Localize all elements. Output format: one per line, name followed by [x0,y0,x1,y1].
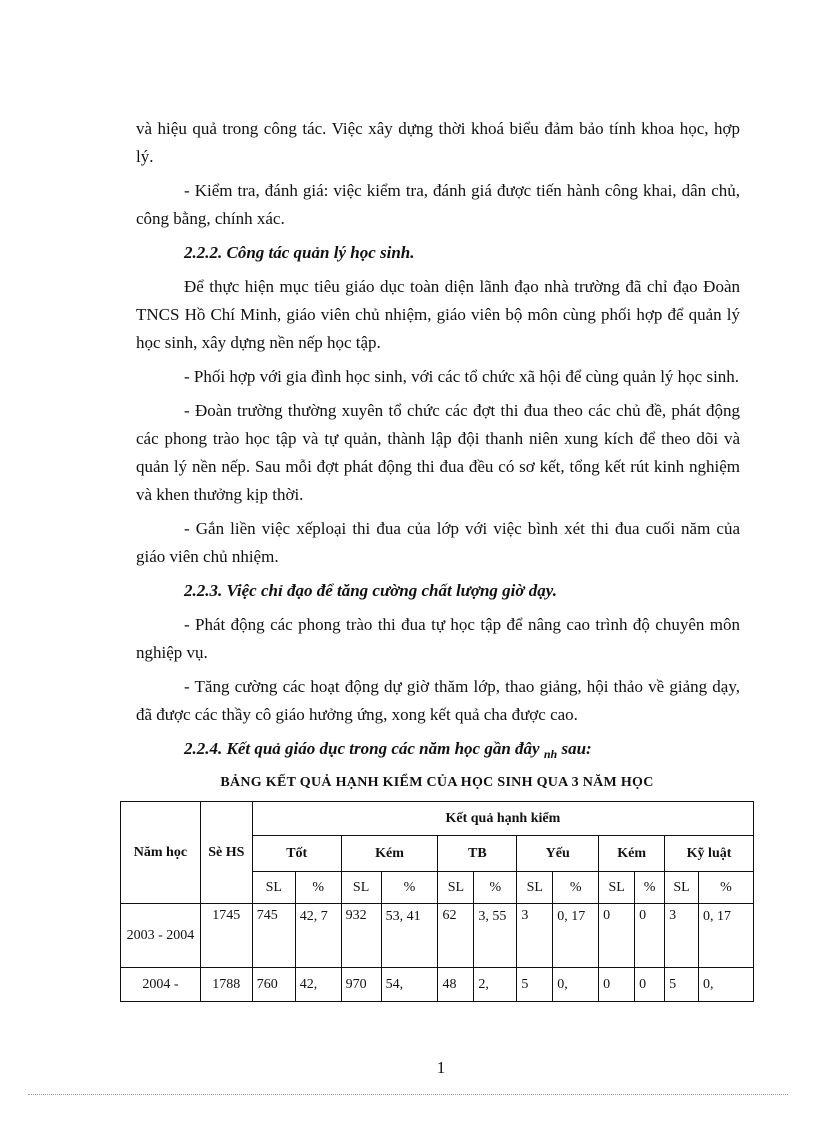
heading-2-2-4-tail: sau: [561,739,592,758]
header-category-average: TB [438,836,517,872]
cell-value: 5 [665,968,699,1002]
cell-value: 0, [553,968,599,1002]
cell-value: 2, [474,968,517,1002]
body-text [136,115,740,768]
header-conduct-results: Kết quả hạnh kiểm [252,802,753,836]
header-category-discipline: Kỹ luật [665,836,754,872]
paragraph-continuation: và hiệu quả trong công tác. Việc xây dựng thời khoá biểu đảm bảo tính khoa học, hợp lý. [136,119,740,166]
cell-value: 62 [438,904,474,968]
cell-year: 2003 - 2004 [121,904,201,968]
paragraph-assessment: - Kiểm tra, đánh giá: việc kiểm tra, đánh giá được tiến hành công khai, dân chủ, công bằng, chính xác. [136,181,740,228]
heading-2-2-4-main: 2.2.4. Kết quả giáo dục trong các năm học gần đây [184,739,540,758]
paragraph-student-management: Để thực hiện mục tiêu giáo dục toàn diện lãnh đạo nhà trường đã chỉ đạo Đoàn TNCS Hồ Chí Minh, giáo viên chủ nhiệm, giáo viên bộ môn cùng phối hợp để quản lý học sinh, xây dựng nền nếp học tập. [136,277,740,352]
cell-value: 53, 41 [381,904,438,968]
page-footer-divider [28,1094,788,1095]
cell-value: 0 [599,968,635,1002]
cell-value: 970 [341,968,381,1002]
cell-value: 0 [635,904,665,968]
cell-value: 3 [517,904,553,968]
cell-value: 42, 7 [295,904,341,968]
subheader-percent: % [635,872,665,904]
subheader-sl: SL [438,872,474,904]
cell-value: 0 [599,904,635,968]
page-number: 1 [436,1058,446,1077]
subheader-percent: % [553,872,599,904]
cell-value: 3, 55 [474,904,517,968]
heading-2-2-4-subscript: nh [543,747,558,761]
table-title: BẢNG KẾT QUẢ HẠNH KIỂM CỦA HỌC SINH QUA 3 NĂM HỌC [220,775,654,790]
cell-count: 1745 [200,904,252,968]
header-student-count: Sè HS [200,802,252,904]
section-heading-2-2-2: 2.2.2. Công tác quản lý học sinh. [184,243,415,262]
subheader-sl: SL [252,872,295,904]
paragraph-self-study: - Phát động các phong trào thi đua tự học tập để nâng cao trình độ chuyên môn nghiệp vụ. [136,615,740,662]
header-category-poor: Kém [599,836,665,872]
section-heading-2-2-3: 2.2.3. Việc chỉ đạo để tăng cường chất lượng giờ dạy. [184,581,557,600]
cell-count: 1788 [200,968,252,1002]
paragraph-emulation-ranking: - Gắn liền việc xếploại thi đua của lớp với việc bình xét thi đua cuối năm của giáo viên chủ nhiệm. [136,519,740,566]
table-row [121,904,754,968]
table-header-row-1 [121,802,754,836]
subheader-percent: % [699,872,754,904]
subheader-sl: SL [599,872,635,904]
header-category-good: Tốt [252,836,341,872]
subheader-percent: % [295,872,341,904]
cell-value: 745 [252,904,295,968]
paragraph-family-coordination: - Phối hợp với gia đình học sinh, với các tổ chức xã hội để cùng quản lý học sinh. [184,367,740,386]
paragraph-youth-union: - Đoàn trường thường xuyên tổ chức các đợt thi đua theo các chủ đề, phát động các phong trào học tập và tự quản, thành lập đội thanh niên xung kích để theo dõi và quản lý nền nếp. Sau mỗi đợt phát động thi đua đều có sơ kết, tổng kết rút kinh nghiệm và khen thưởng kịp thời. [136,401,740,504]
cell-year: 2004 - [121,968,201,1002]
cell-value: 3 [665,904,699,968]
header-category-fair: Kém [341,836,438,872]
section-heading-2-2-4 [136,735,740,768]
subheader-sl: SL [517,872,553,904]
cell-value: 54, [381,968,438,1002]
cell-value: 0 [635,968,665,1002]
subheader-percent: % [381,872,438,904]
table-row [121,968,754,1002]
cell-value: 932 [341,904,381,968]
paragraph-class-observation: - Tăng cường các hoạt động dự giờ thăm lớp, thao giảng, hội thảo về giảng dạy, đã được các thầy cô giáo hưởng ứng, xong kết quả cha được cao. [136,677,740,724]
cell-value: 0, [699,968,754,1002]
header-school-year: Năm học [121,802,201,904]
cell-value: 5 [517,968,553,1002]
header-category-weak: Yếu [517,836,599,872]
subheader-sl: SL [665,872,699,904]
cell-value: 42, [295,968,341,1002]
conduct-results-table [120,801,754,1002]
cell-value: 760 [252,968,295,1002]
cell-value: 0, 17 [699,904,754,968]
subheader-sl: SL [341,872,381,904]
cell-value: 0, 17 [553,904,599,968]
subheader-percent: % [474,872,517,904]
cell-value: 48 [438,968,474,1002]
